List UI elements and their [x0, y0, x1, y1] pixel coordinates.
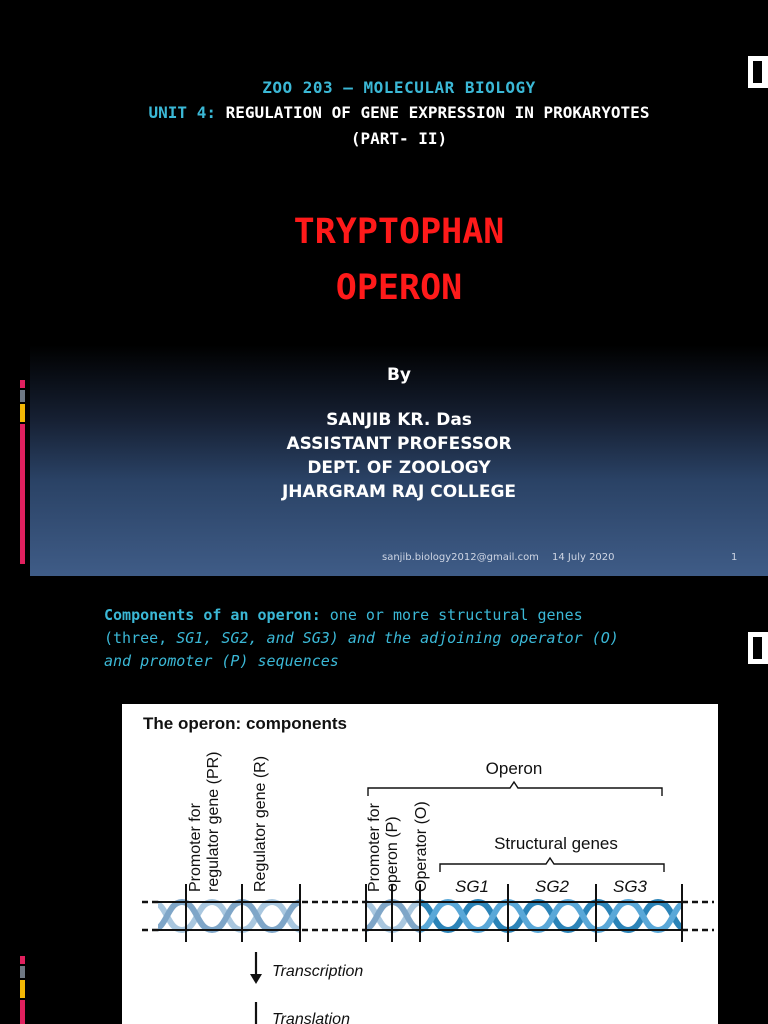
unit-prefix: UNIT 4:	[148, 103, 216, 122]
part-label: (PART- II)	[350, 129, 448, 148]
operon-figure	[122, 704, 718, 1024]
translation-label: Translation	[272, 1011, 350, 1024]
unit-title	[30, 103, 768, 122]
promoter-operon-line1: Promoter for	[366, 803, 383, 892]
footer-email: sanjib.biology2012@gmail.com	[382, 552, 539, 563]
promoter-operon-line2: operon (P)	[384, 816, 401, 892]
dna-helix-structural	[418, 898, 688, 934]
author-college: JHARGRAM RAJ COLLEGE	[281, 482, 517, 502]
stripe-pink	[20, 956, 25, 964]
author-dept: DEPT. OF ZOOLOGY	[307, 458, 491, 478]
components-description	[104, 604, 664, 673]
figure-title: The operon: components	[143, 714, 347, 733]
stripe-pink-long	[20, 424, 25, 564]
footer-date: 14 July 2020	[552, 552, 615, 563]
comp-text-1: one or more structural genes	[320, 606, 583, 624]
course-title: ZOO 203 – MOLECULAR BIOLOGY	[262, 78, 536, 97]
structural-genes-label: Structural genes	[494, 834, 618, 853]
comp-text-2b: SG1, SG2, and SG3) and the adjoining operator (O)	[176, 629, 619, 647]
sg3-label: SG3	[612, 877, 648, 896]
corner-mark	[748, 632, 768, 664]
operon-bracket	[368, 782, 662, 796]
left-bar	[0, 576, 30, 1024]
author-title: ASSISTANT PROFESSOR	[286, 434, 512, 454]
operon-label: Operon	[485, 759, 543, 778]
author-name: SANJIB KR. Das	[326, 410, 472, 430]
promoter-regulator-line2: regulator gene (PR)	[205, 751, 222, 892]
sg2-label: SG2	[534, 877, 570, 896]
regulator-gene-label: Regulator gene (R)	[252, 755, 269, 892]
sg1-label: SG1	[454, 877, 490, 896]
stripe-pink-long	[20, 1000, 25, 1024]
stripe-yellow	[20, 404, 25, 422]
structural-genes-bracket	[440, 858, 664, 872]
main-title-line2: OPERON	[335, 268, 463, 308]
transcription-arrow-icon	[250, 952, 262, 984]
operator-label: Operator (O)	[413, 801, 430, 892]
stripe-pink	[20, 380, 25, 388]
comp-bold: Components of an operon:	[104, 606, 321, 624]
stripe-gray	[20, 966, 25, 978]
comp-line-1	[104, 604, 664, 627]
transcription-label: Transcription	[272, 963, 364, 980]
comp-text-2a: (three,	[104, 629, 177, 647]
left-bar	[0, 0, 30, 576]
stripe-yellow	[20, 980, 25, 998]
slide-number: 1	[731, 552, 738, 563]
main-title-line1: TRYPTOPHAN	[293, 212, 505, 252]
comp-line-2	[104, 627, 664, 650]
comp-line-3: and promoter (P) sequences	[104, 652, 339, 670]
stripe-gray	[20, 390, 25, 402]
unit-rest: REGULATION OF GENE EXPRESSION IN PROKARYOTES	[215, 103, 650, 122]
by-label: By	[386, 365, 412, 385]
dna-helix-regulator	[152, 898, 302, 934]
promoter-regulator-line1: Promoter for	[187, 803, 204, 892]
operon-diagram	[122, 704, 718, 1024]
